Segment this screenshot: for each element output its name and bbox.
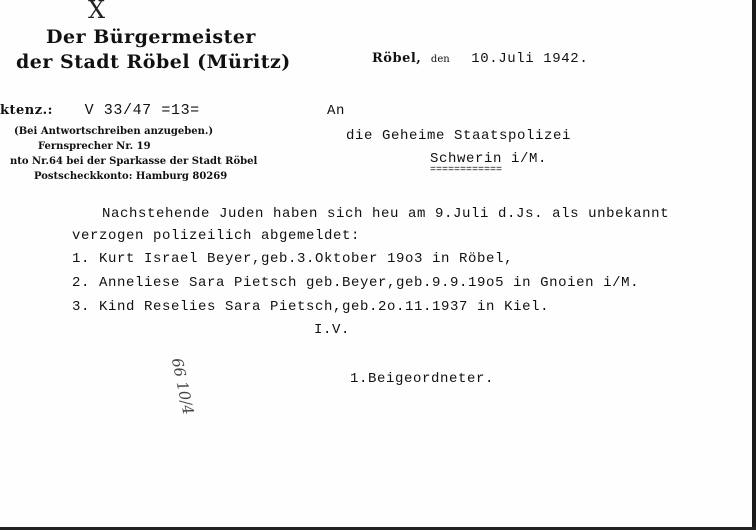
reference-value: V 33/47 =13= [84, 102, 200, 119]
recipient-underline: ============ [430, 165, 503, 176]
dateline-place: Röbel, [372, 51, 422, 66]
dateline-date: 10.Juli 1942. [471, 51, 589, 67]
recipient-city: Schwerin i/M. [430, 151, 548, 167]
reference-label: ktenz.: [0, 103, 53, 118]
info-reply-note: (Bei Antwortschreiben anzugeben.) [14, 126, 214, 137]
letterhead-line-1: Der Bürgermeister [46, 26, 256, 48]
letterhead-line-2: der Stadt Röbel (Müritz) [16, 51, 291, 73]
signature-title: 1.Beigeordneter. [350, 371, 495, 387]
info-postal: Postscheckkonto: Hamburg 80269 [34, 171, 228, 182]
info-bank: nto Nr.64 bei der Sparkasse der Stadt Röbel [10, 156, 258, 167]
list-item-1: 1. Kurt Israel Beyer,geb.3.Oktober 19o3 in Röbel, [72, 251, 514, 267]
body-line-2: verzogen polizeilich abgemeldet: [72, 228, 361, 244]
dateline [372, 49, 588, 67]
scan-edge-right [752, 0, 756, 530]
list-item-3: 3. Kind Reselies Sara Pietsch,geb.2o.11.1937 in Kiel. [72, 299, 550, 315]
dateline-den: den [430, 54, 450, 65]
cross-mark: X [88, 0, 106, 24]
list-item-2: 2. Anneliese Sara Pietsch geb.Beyer,geb.9.9.19o5 in Gnoien i/M. [72, 275, 640, 291]
recipient-an: An [327, 103, 346, 119]
signature-iv: I.V. [314, 322, 351, 338]
reference-line [0, 101, 200, 119]
recipient-name: die Geheime Staatspolizei [346, 128, 572, 144]
info-phone: Fernsprecher Nr. 19 [38, 141, 151, 152]
body-line-1: Nachstehende Juden haben sich heu am 9.Juli d.Js. als unbekannt [102, 206, 670, 222]
handwritten-annotation: 66 10/4 [167, 356, 198, 417]
